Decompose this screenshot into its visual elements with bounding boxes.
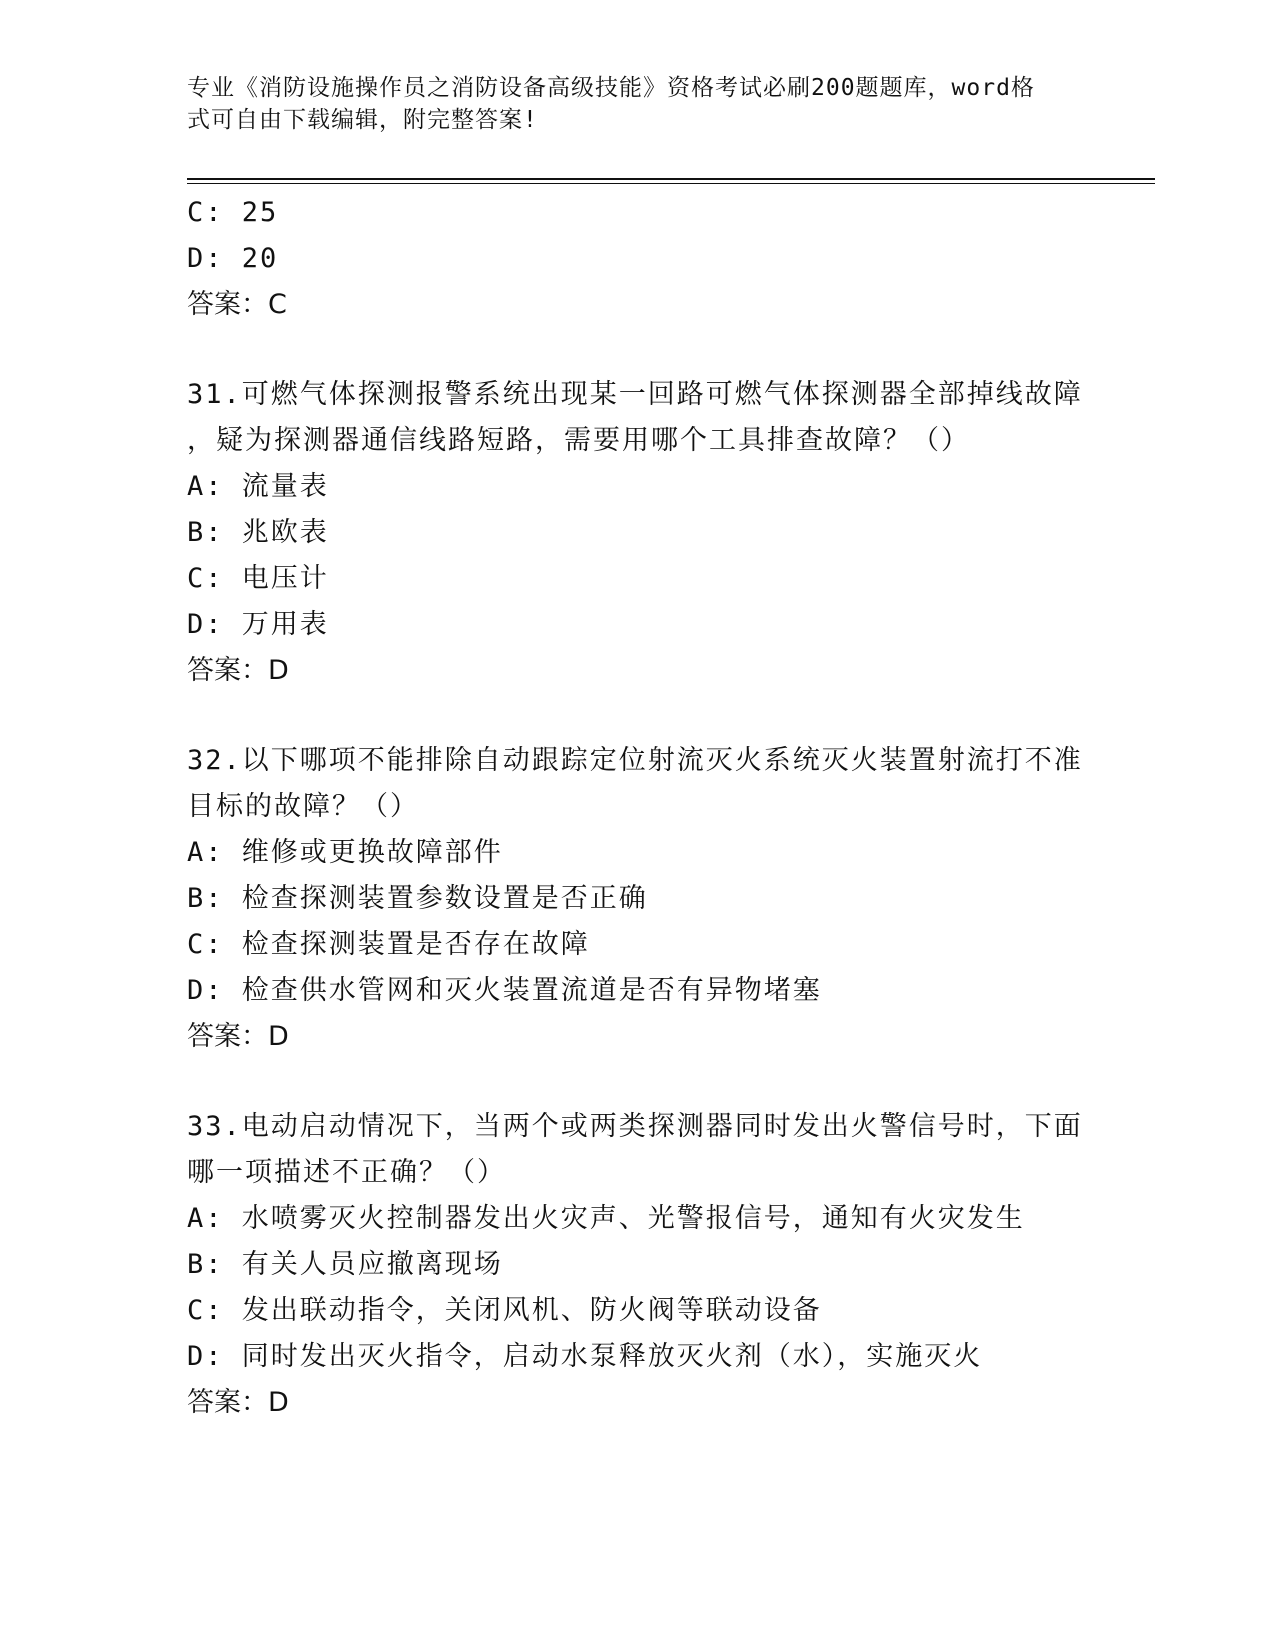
question-30-continued [187, 190, 1087, 328]
answer-line: 答案：C [187, 289, 287, 320]
option-c: C: 25 [187, 197, 279, 228]
question-32 [187, 738, 1087, 1060]
option-d: D: 同时发出灭火指令，启动水泵释放灭火剂（水），实施灭火 [187, 1341, 983, 1372]
option-d: D: 20 [187, 243, 279, 274]
answer-line: 答案：D [187, 1387, 289, 1418]
header-line-1: 专业《消防设施操作员之消防设备高级技能》资格考试必刷200题题库，word格 [187, 75, 1035, 101]
answer-line: 答案：D [187, 655, 289, 686]
answer-line: 答案：D [187, 1021, 289, 1052]
question-stem: ，疑为探测器通信线路短路，需要用哪个工具排查故障？（） [187, 425, 970, 456]
question-33 [187, 1104, 1087, 1426]
document-header [187, 72, 1087, 136]
option-c: C: 检查探测装置是否存在故障 [187, 929, 590, 960]
option-c: C: 发出联动指令，关闭风机、防火阀等联动设备 [187, 1295, 822, 1326]
header-rule-thick [187, 178, 1155, 180]
header-line-2: 式可自由下载编辑，附完整答案! [187, 107, 538, 133]
option-d: D: 检查供水管网和灭火装置流道是否有异物堵塞 [187, 975, 822, 1006]
option-d: D: 万用表 [187, 609, 329, 640]
spacer [187, 1060, 1087, 1104]
option-a: A: 流量表 [187, 471, 329, 502]
option-b: B: 有关人员应撤离现场 [187, 1249, 503, 1280]
option-b: B: 检查探测装置参数设置是否正确 [187, 883, 648, 914]
question-stem: 哪一项描述不正确？（） [187, 1157, 506, 1188]
spacer [187, 694, 1087, 738]
question-stem: 33.电动启动情况下，当两个或两类探测器同时发出火警信号时，下面 [187, 1111, 1083, 1142]
question-stem: 目标的故障？（） [187, 791, 419, 822]
header-rule-thin [187, 183, 1155, 184]
option-a: A: 维修或更换故障部件 [187, 837, 503, 868]
spacer [187, 328, 1087, 372]
question-stem: 31.可燃气体探测报警系统出现某一回路可燃气体探测器全部掉线故障 [187, 379, 1083, 410]
question-stem: 32.以下哪项不能排除自动跟踪定位射流灭火系统灭火装置射流打不准 [187, 745, 1083, 776]
option-c: C: 电压计 [187, 563, 329, 594]
question-31 [187, 372, 1087, 694]
option-a: A: 水喷雾灭火控制器发出火灾声、光警报信号，通知有火灾发生 [187, 1203, 1025, 1234]
document-body [187, 190, 1087, 1426]
option-b: B: 兆欧表 [187, 517, 329, 548]
